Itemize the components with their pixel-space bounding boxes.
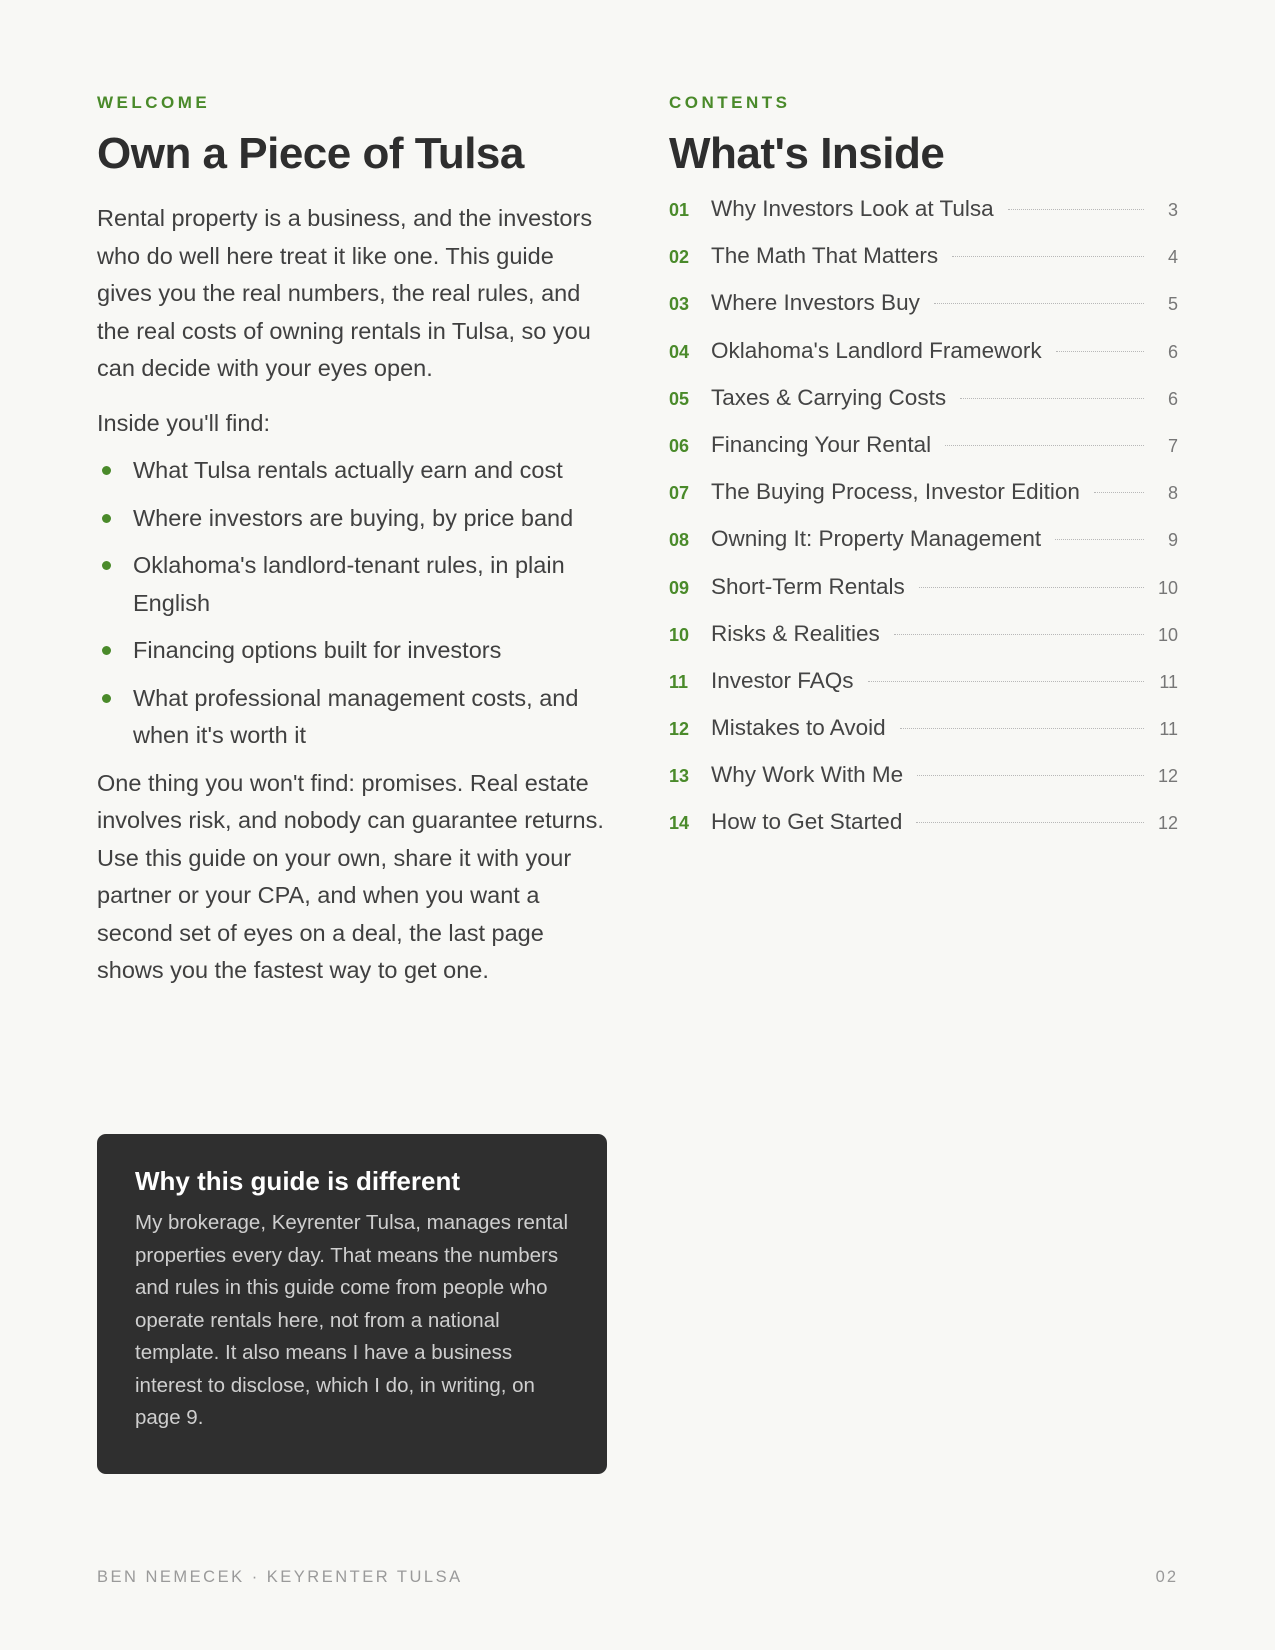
- toc-number: 04: [669, 341, 690, 362]
- toc-title: Oklahoma's Landlord Framework: [711, 337, 1042, 363]
- toc-page-number: 12: [1157, 813, 1178, 834]
- list-item-text: What professional management costs, and when it's worth it: [133, 684, 579, 748]
- toc-title: Why Work With Me: [711, 762, 904, 788]
- table-of-contents: [669, 196, 1178, 857]
- bullet-dot-icon: [102, 466, 111, 475]
- welcome-intro: Rental property is a business, and the investors who do well here treat it like one. This guide gives you the real numbers, the real rules, and the real costs of owning rentals in Tulsa, so you can decide with your eyes open.: [97, 205, 593, 381]
- contents-title: What's Inside: [669, 129, 945, 178]
- list-item-text: Where investors are buying, by price band: [133, 504, 574, 531]
- toc-leader-dots: [868, 681, 1144, 682]
- toc-title: How to Get Started: [711, 809, 903, 835]
- toc-row[interactable]: [669, 338, 1178, 385]
- list-item-text: Oklahoma's landlord-tenant rules, in plain English: [133, 552, 565, 616]
- toc-number: 01: [669, 200, 690, 220]
- welcome-closing: One thing you won't find: promises. Real estate involves risk, and nobody can guarantee returns. Use this guide on your own, share it with your partner or your CPA, and when you want a second set of eyes on a deal, the last page shows you the fastest way to get one.: [97, 769, 604, 983]
- toc-leader-dots: [952, 256, 1144, 257]
- toc-row[interactable]: [669, 526, 1178, 573]
- toc-page-number: 6: [1167, 388, 1178, 409]
- bullet-dot-icon: [102, 514, 111, 523]
- toc-page-number: 12: [1157, 766, 1178, 787]
- toc-number: 09: [669, 577, 690, 598]
- toc-title: Why Investors Look at Tulsa: [711, 196, 994, 221]
- footer-author: BEN NEMECEK · KEYRENTER TULSA: [97, 1568, 463, 1586]
- toc-number: 10: [669, 624, 690, 645]
- toc-leader-dots: [919, 587, 1144, 588]
- toc-leader-dots: [1056, 351, 1144, 352]
- bullet-dot-icon: [102, 561, 111, 570]
- toc-row[interactable]: [669, 385, 1178, 432]
- toc-leader-dots: [900, 728, 1144, 729]
- toc-row[interactable]: [669, 762, 1178, 809]
- list-item: [97, 500, 607, 538]
- toc-title: Mistakes to Avoid: [711, 715, 886, 741]
- toc-row[interactable]: [669, 621, 1178, 668]
- toc-page-number: 11: [1159, 671, 1178, 692]
- toc-number: 05: [669, 388, 690, 409]
- list-item: [97, 680, 607, 755]
- toc-page-number: 4: [1167, 247, 1178, 268]
- contents-eyebrow: CONTENTS: [669, 93, 791, 112]
- bullet-dot-icon: [102, 646, 111, 655]
- list-item: [97, 452, 607, 490]
- toc-row[interactable]: [669, 290, 1178, 337]
- list-item: [97, 632, 607, 670]
- toc-title: Risks & Realities: [711, 620, 880, 646]
- toc-number: 02: [669, 247, 690, 268]
- toc-number: 12: [669, 719, 690, 740]
- callout-body: My brokerage, Keyrenter Tulsa, manages rental properties every day. That means the numbers and rules in this guide come from people who operate rentals here, not from a national template. It also means I have a business interest to disclose, which I do, in writing, on page 9.: [135, 1211, 568, 1429]
- toc-title: Investor FAQs: [711, 667, 854, 693]
- toc-leader-dots: [1094, 492, 1144, 493]
- footer-page-number: 02: [1155, 1568, 1178, 1586]
- toc-title: Owning It: Property Management: [711, 526, 1042, 552]
- toc-page-number: 10: [1157, 624, 1178, 645]
- toc-leader-dots: [917, 775, 1144, 776]
- bullet-dot-icon: [102, 694, 111, 703]
- toc-row[interactable]: [669, 243, 1178, 290]
- callout-title: Why this guide is different: [135, 1166, 461, 1196]
- toc-number: 13: [669, 766, 690, 787]
- toc-page-number: 3: [1167, 200, 1178, 220]
- toc-leader-dots: [960, 398, 1144, 399]
- welcome-eyebrow: WELCOME: [97, 93, 211, 112]
- toc-page-number: 10: [1157, 577, 1178, 598]
- welcome-title: Own a Piece of Tulsa: [97, 129, 524, 178]
- why-different-callout: [97, 1134, 607, 1474]
- toc-number: 11: [669, 671, 689, 692]
- toc-page-number: 7: [1167, 435, 1178, 456]
- toc-title: Short-Term Rentals: [711, 573, 905, 599]
- toc-page-number: 11: [1159, 719, 1178, 740]
- find-label: Inside you'll find:: [97, 409, 271, 436]
- toc-row[interactable]: [669, 196, 1178, 243]
- toc-title: The Buying Process, Investor Edition: [711, 479, 1080, 505]
- list-item: [97, 547, 607, 622]
- toc-number: 14: [669, 813, 690, 834]
- toc-page-number: 9: [1167, 530, 1178, 551]
- toc-row[interactable]: [669, 432, 1178, 479]
- toc-row[interactable]: [669, 479, 1178, 526]
- toc-title: Taxes & Carrying Costs: [711, 384, 947, 410]
- toc-number: 08: [669, 530, 690, 551]
- toc-leader-dots: [894, 634, 1144, 635]
- toc-row[interactable]: [669, 809, 1178, 856]
- contents-section: [669, 92, 1178, 857]
- toc-page-number: 5: [1167, 294, 1178, 315]
- toc-page-number: 6: [1167, 341, 1178, 362]
- toc-title: Financing Your Rental: [711, 431, 932, 457]
- list-item-text: Financing options built for investors: [133, 637, 502, 663]
- toc-row[interactable]: [669, 574, 1178, 621]
- toc-leader-dots: [916, 822, 1144, 823]
- feature-list: [97, 452, 607, 755]
- toc-number: 03: [669, 294, 690, 315]
- toc-number: 06: [669, 435, 690, 456]
- list-item-text: What Tulsa rentals actually earn and cost: [133, 457, 563, 483]
- toc-title: The Math That Matters: [711, 243, 939, 269]
- toc-leader-dots: [934, 303, 1144, 304]
- toc-row[interactable]: [669, 668, 1178, 715]
- toc-row[interactable]: [669, 715, 1178, 762]
- toc-title: Where Investors Buy: [711, 290, 920, 316]
- toc-leader-dots: [945, 445, 1144, 446]
- toc-leader-dots: [1008, 209, 1144, 210]
- toc-page-number: 8: [1167, 483, 1178, 504]
- toc-number: 07: [669, 483, 690, 504]
- toc-leader-dots: [1055, 539, 1144, 540]
- welcome-section: [97, 92, 607, 990]
